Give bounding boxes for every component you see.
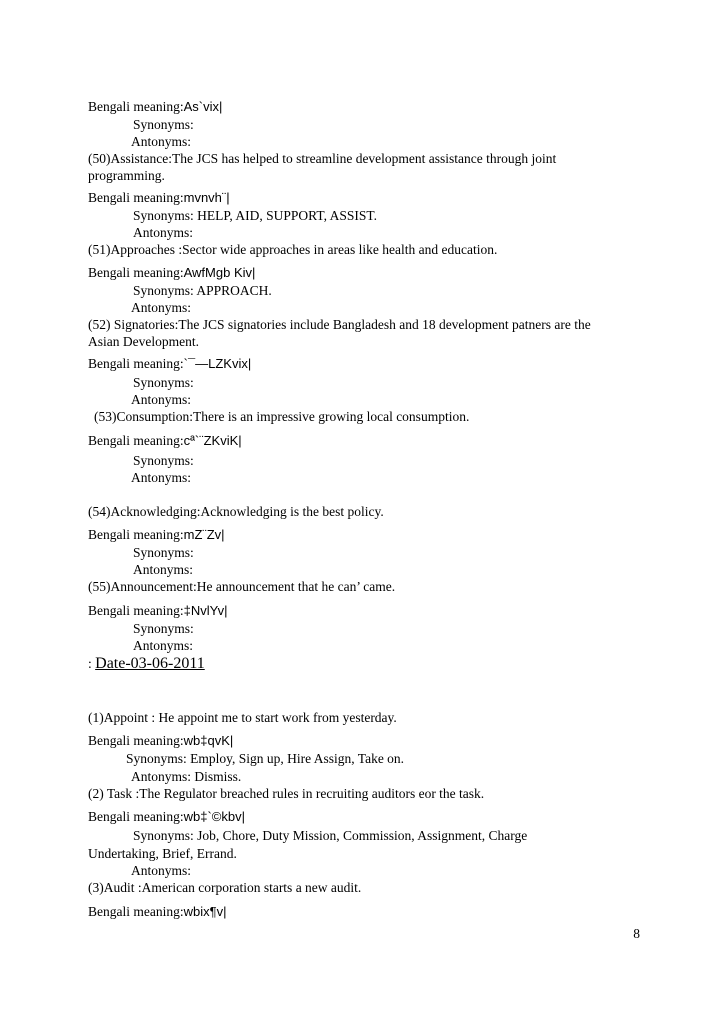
antonyms-line: Antonyms: bbox=[131, 134, 192, 149]
word-entry-line: (52) Signatories:The JCS signatories include Bangladesh and 18 development patners are the bbox=[88, 317, 591, 332]
synonyms-line: Synonyms: Employ, Sign up, Hire Assign, Take on. bbox=[126, 751, 405, 766]
date-heading: : Date-03-06-2011 bbox=[88, 655, 205, 672]
bengali-meaning-line: Bengali meaning:As`vix| bbox=[88, 99, 223, 114]
page-number: 8 bbox=[633, 926, 640, 941]
synonyms-line: Synonyms: bbox=[133, 545, 194, 560]
word-entry-line: (50)Assistance:The JCS has helped to streamline development assistance through joint bbox=[88, 151, 557, 166]
synonyms-line: Synonyms: bbox=[133, 117, 194, 132]
continuation-line: Undertaking, Brief, Errand. bbox=[88, 846, 237, 861]
bengali-meaning-line: Bengali meaning:‡NvlYv| bbox=[88, 603, 228, 618]
word-entry-line: (3)Audit :American corporation starts a new audit. bbox=[88, 880, 362, 895]
synonyms-line: Synonyms: APPROACH. bbox=[133, 283, 272, 298]
antonyms-line: Antonyms: bbox=[133, 225, 194, 240]
antonyms-line: Antonyms: bbox=[131, 392, 192, 407]
antonyms-line: Antonyms: Dismiss. bbox=[131, 769, 242, 784]
bengali-meaning-line: Bengali meaning:mZ¨Zv| bbox=[88, 527, 225, 542]
antonyms-line: Antonyms: bbox=[131, 470, 192, 485]
synonyms-line: Synonyms: HELP, AID, SUPPORT, ASSIST. bbox=[133, 208, 377, 223]
antonyms-line: Antonyms: bbox=[133, 562, 194, 577]
word-entry-line: (53)Consumption:There is an impressive growing local consumption. bbox=[94, 409, 470, 424]
bengali-meaning-line: Bengali meaning:wb‡qvK| bbox=[88, 733, 234, 748]
bengali-meaning-line: Bengali meaning:AwfMgb Kiv| bbox=[88, 265, 256, 280]
antonyms-line: Antonyms: bbox=[133, 638, 194, 653]
bengali-meaning-line: Bengali meaning:wbix¶v| bbox=[88, 904, 227, 919]
word-entry-line: (55)Announcement:He announcement that he can’ came. bbox=[88, 579, 396, 594]
antonyms-line: Antonyms: bbox=[131, 300, 192, 315]
continuation-line: Asian Development. bbox=[88, 334, 199, 349]
bengali-meaning-line: Bengali meaning:cª`¨ZKviK| bbox=[88, 433, 242, 448]
word-entry-line: (1)Appoint : He appoint me to start work from yesterday. bbox=[88, 710, 397, 725]
word-entry-line: (51)Approaches :Sector wide approaches in areas like health and education. bbox=[88, 242, 498, 257]
word-entry-line: (2) Task :The Regulator breached rules in recruiting auditors eor the task. bbox=[88, 786, 485, 801]
synonyms-line: Synonyms: bbox=[133, 375, 194, 390]
bengali-meaning-line: Bengali meaning:wb‡`©kbv| bbox=[88, 809, 245, 824]
synonyms-line: Synonyms: bbox=[133, 453, 194, 468]
antonyms-line: Antonyms: bbox=[131, 863, 192, 878]
bengali-meaning-line: Bengali meaning:`¯—LZKvix| bbox=[88, 356, 252, 371]
word-entry-line: (54)Acknowledging:Acknowledging is the best policy. bbox=[88, 504, 384, 519]
bengali-meaning-line: Bengali meaning:mvnvh¨| bbox=[88, 190, 230, 205]
synonyms-line: Synonyms: bbox=[133, 621, 194, 636]
synonyms-line: Synonyms: Job, Chore, Duty Mission, Commission, Assignment, Charge bbox=[133, 828, 528, 843]
continuation-line: programming. bbox=[88, 168, 165, 183]
